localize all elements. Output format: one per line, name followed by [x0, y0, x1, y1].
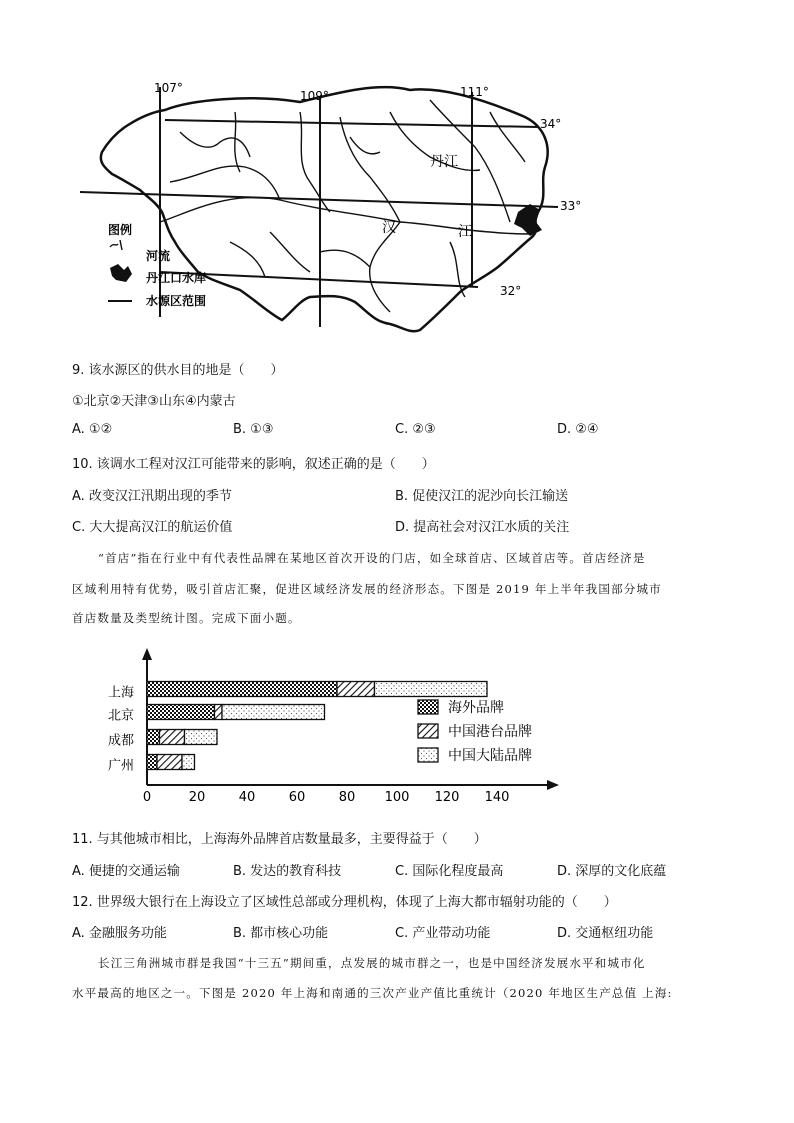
bar-segment [147, 682, 337, 697]
q10-option-c[interactable]: C. 大大提高汉江的航运价值 [72, 520, 233, 535]
q9-option-b[interactable]: B. ①③ [233, 422, 274, 437]
legend-swatch [418, 700, 438, 714]
q11-stem: 11. 与其他城市相比，上海海外品牌首店数量最多，主要得益于（ ） [72, 832, 487, 847]
bar-segment [215, 705, 223, 720]
lat-label-34: 34° [540, 117, 562, 131]
q12-option-d[interactable]: D. 交通枢纽功能 [557, 926, 654, 941]
passage1-line1: “首店”指在行业中有代表性品牌在某地区首次开设的门店，如全球首店、区域首店等。首店经济是 [98, 551, 646, 565]
q9-option-c[interactable]: C. ②③ [395, 422, 436, 437]
danjiang-watershed-map [70, 72, 590, 342]
x-tick-label: 120 [434, 790, 460, 805]
q10-option-a[interactable]: A. 改变汉江汛期出现的季节 [72, 489, 232, 504]
category-label: 成都 [108, 733, 135, 749]
x-tick-label: 140 [484, 790, 510, 805]
chart-tick-labels [143, 790, 510, 805]
legend-river-label: 河流 [146, 249, 171, 263]
x-tick-label: 100 [384, 790, 410, 805]
q11-option-c[interactable]: C. 国际化程度最高 [395, 864, 504, 879]
bar-segment [375, 682, 488, 697]
category-label: 北京 [108, 708, 135, 724]
passage1-line2: 区域利用特有优势，吸引首店汇聚，促进区域经济发展的经济形态。下图是 2019 年上半年我国部分城市 [72, 582, 662, 596]
q10-option-d[interactable]: D. 提高社会对汉江水质的关注 [395, 520, 570, 535]
legend-label: 中国港台品牌 [448, 724, 532, 740]
bar-segment [147, 705, 215, 720]
bar-segment [182, 755, 195, 770]
lat-label-33: 33° [560, 199, 582, 213]
q9-option-a[interactable]: A. ①② [72, 422, 113, 437]
q10-option-b[interactable]: B. 促使汉江的泥沙向长江输送 [395, 489, 569, 504]
q10-stem: 10. 该调水工程对汉江可能带来的影响，叙述正确的是（ ） [72, 457, 435, 472]
chart-category-labels [108, 686, 134, 774]
legend-boundary-label: 水源区范围 [146, 294, 207, 308]
bar-segment [337, 682, 375, 697]
passage1-line3: 首店数量及类型统计图。完成下面小题。 [72, 611, 301, 625]
bar-segment [160, 730, 185, 745]
legend-swatch [418, 748, 438, 762]
passage2-line2: 水平最高的地区之一。下图是 2020 年上海和南通的三次产业产值比重统计（2020 年地区生产总值 上海: [72, 986, 673, 1000]
first-store-bar-chart [100, 642, 580, 812]
bar-segment [185, 730, 218, 745]
legend-reservoir-label: 丹江口水库 [146, 271, 207, 285]
q11-option-d[interactable]: D. 深厚的文化底蕴 [557, 864, 667, 879]
bar-segment [222, 705, 325, 720]
legend-title: 图例 [108, 223, 133, 237]
q9-stem: 9. 该水源区的供水目的地是（ ） [72, 363, 284, 378]
x-axis-arrow [547, 780, 559, 790]
chart-legend [418, 699, 532, 764]
legend-swatch [418, 724, 438, 738]
x-tick-label: 20 [188, 790, 206, 805]
lon-label-109: 109° [300, 89, 329, 103]
reservoir-icon [110, 264, 132, 282]
q12-option-c[interactable]: C. 产业带动功能 [395, 926, 491, 941]
q11-option-a[interactable]: A. 便捷的交通运输 [72, 864, 180, 879]
q9-sub: ①北京②天津③山东④内蒙古 [72, 394, 236, 409]
legend-label: 中国大陆品牌 [448, 748, 532, 764]
lat-label-32: 32° [500, 284, 522, 298]
river-label-jiang: 江 [458, 224, 472, 240]
category-label: 上海 [108, 685, 135, 701]
river-icon [110, 240, 122, 250]
x-tick-label: 40 [238, 790, 256, 805]
danjiangkou-reservoir [514, 204, 542, 236]
x-tick-label: 0 [142, 790, 152, 805]
category-label: 广州 [108, 758, 135, 774]
passage2-line1: 长江三角洲城市群是我国“十三五”期间重，点发展的城市群之一，也是中国经济发展水平和城市化 [98, 956, 646, 970]
bar-segment [147, 730, 160, 745]
lon-label-111: 111° [460, 85, 489, 99]
x-tick-label: 80 [338, 790, 356, 805]
y-axis-arrow [142, 648, 152, 660]
legend-label: 海外品牌 [448, 700, 504, 716]
x-tick-label: 60 [288, 790, 306, 805]
q12-stem: 12. 世界级大银行在上海设立了区域性总部或分理机构，体现了上海大都市辐射功能的（ ） [72, 895, 617, 910]
bar-segment [157, 755, 182, 770]
q9-option-d[interactable]: D. ②④ [557, 422, 599, 437]
q12-option-a[interactable]: A. 金融服务功能 [72, 926, 167, 941]
q12-option-b[interactable]: B. 都市核心功能 [233, 926, 329, 941]
lon-label-107: 107° [154, 81, 183, 95]
river-label-danjiang: 丹江 [430, 154, 458, 170]
q11-option-b[interactable]: B. 发达的教育科技 [233, 864, 342, 879]
graticule [80, 87, 558, 327]
bar-segment [147, 755, 157, 770]
river-label-han: 汉 [382, 220, 396, 236]
